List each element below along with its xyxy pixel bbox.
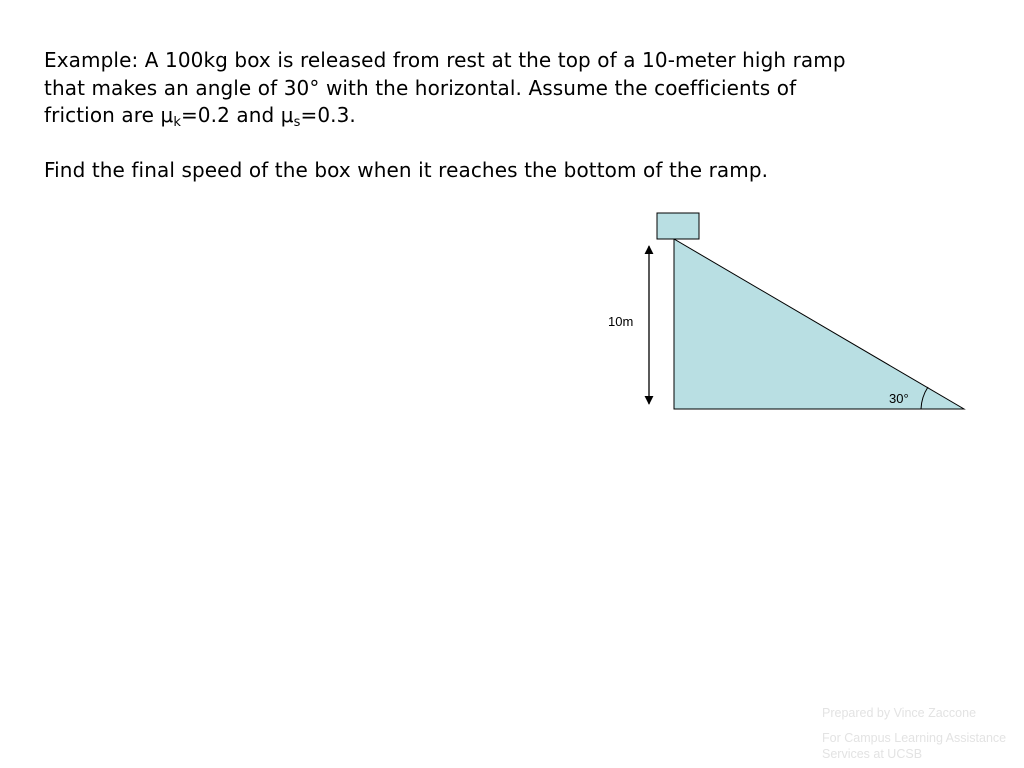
- problem-line-1: Example: A 100kg box is released from rest at the top of a 10-meter high ramp: [44, 48, 846, 72]
- credit-organization: For Campus Learning Assistance Services at UCSB: [822, 731, 1007, 761]
- mu-s-subscript: s: [293, 115, 301, 130]
- mu-k-subscript: k: [173, 115, 181, 130]
- problem-line-3-middle: =0.2 and μ: [180, 103, 294, 127]
- problem-line-2: that makes an angle of 30° with the horizontal. Assume the coefficients of: [44, 75, 797, 100]
- box: [657, 213, 699, 239]
- height-label: 10m: [608, 314, 634, 329]
- problem-line-3-prefix: friction are μ: [44, 103, 174, 127]
- angle-label: 30°: [889, 391, 909, 406]
- ramp-triangle: [674, 239, 964, 409]
- credit-prepared-by: Prepared by Vince Zaccone: [822, 706, 977, 720]
- question-text: Find the final speed of the box when it reaches the bottom of the ramp.: [44, 157, 769, 182]
- problem-line-3-suffix: =0.3.: [300, 103, 356, 127]
